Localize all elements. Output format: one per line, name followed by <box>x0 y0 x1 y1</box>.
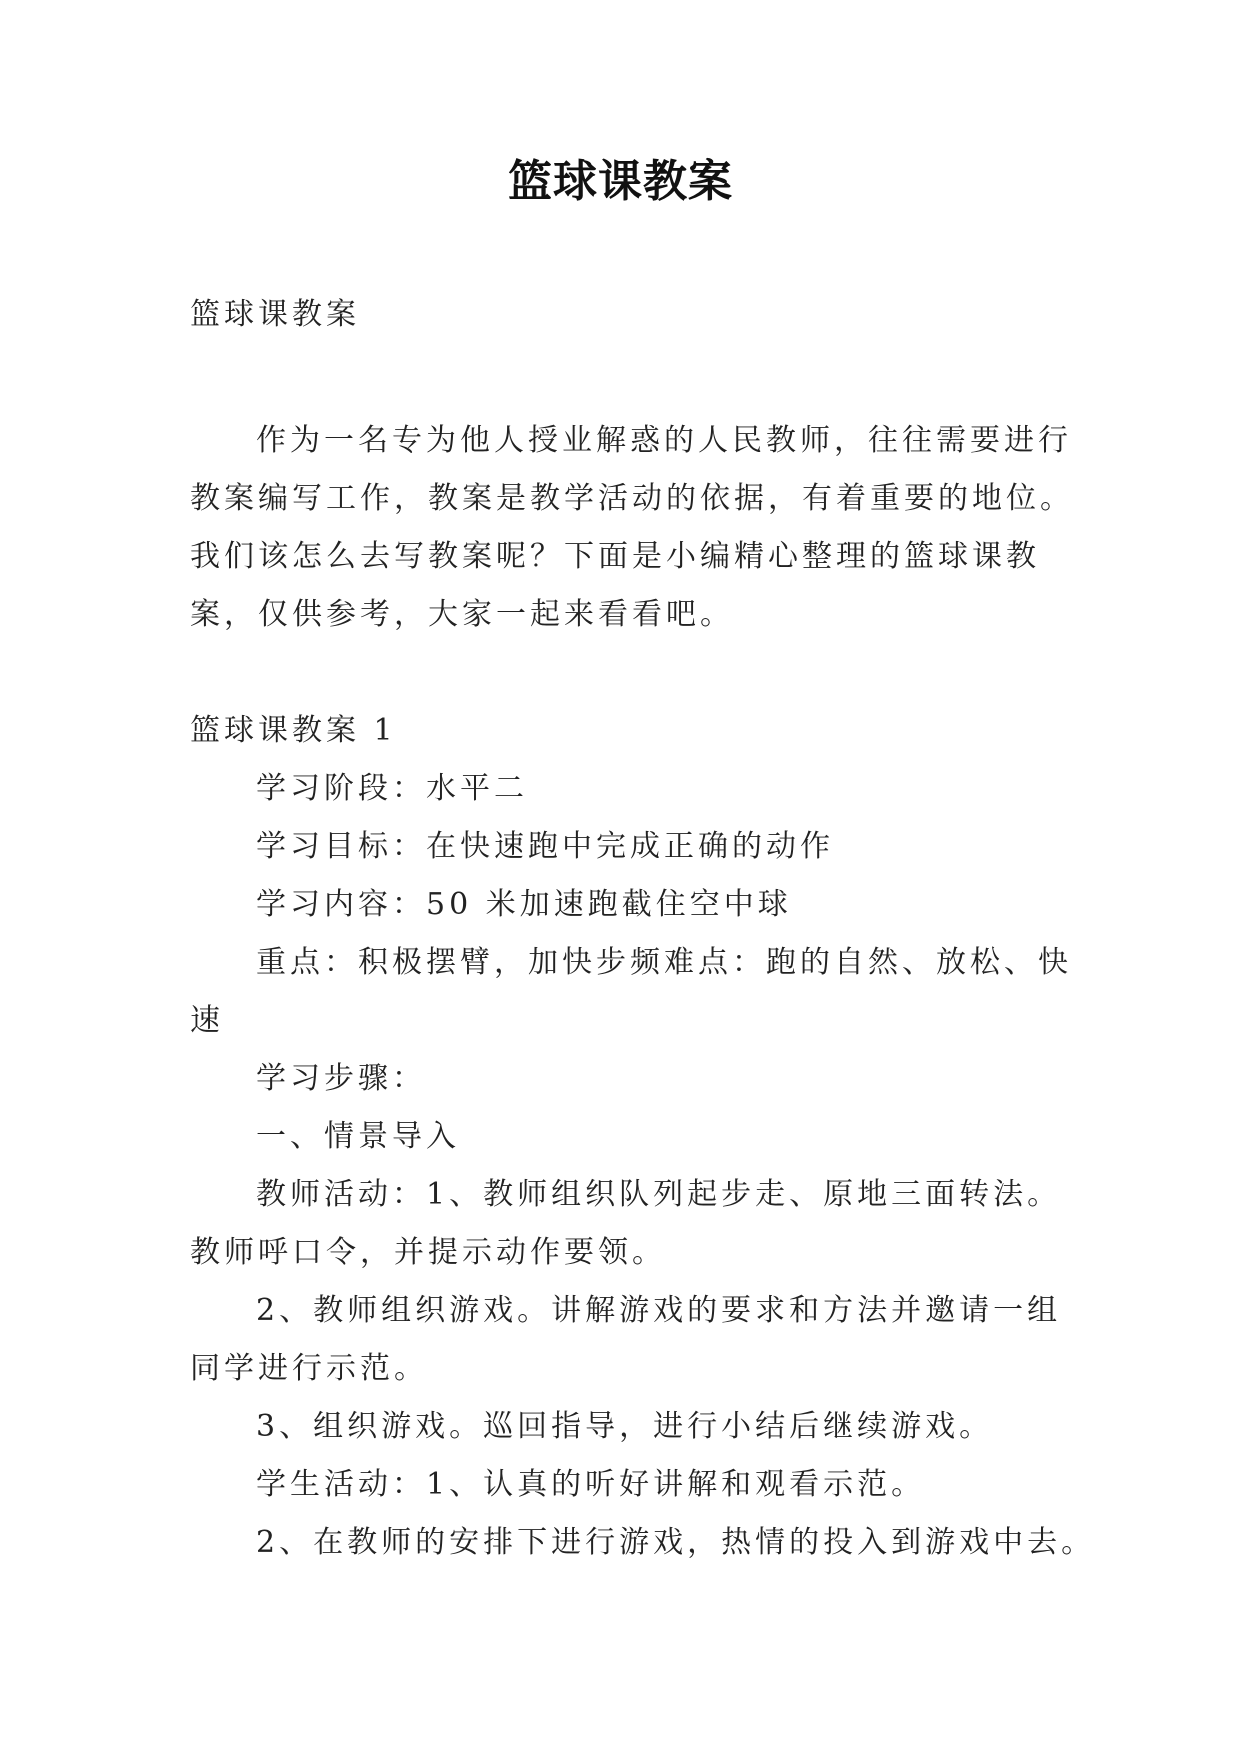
section-heading: 篮球课教案 1 <box>190 713 397 748</box>
section-line: 教师呼口令，并提示动作要领。 <box>190 1235 666 1270</box>
intro-line: 教案编写工作，教案是教学活动的依据，有着重要的地位。 <box>190 481 1074 516</box>
section-line: 速 <box>190 1003 224 1038</box>
section-line: 2、教师组织游戏。讲解游戏的要求和方法并邀请一组 <box>256 1293 1062 1328</box>
intro-line: 案，仅供参考，大家一起来看看吧。 <box>190 597 734 632</box>
section-line: 3、组织游戏。巡回指导，进行小结后继续游戏。 <box>256 1409 994 1444</box>
intro-line: 我们该怎么去写教案呢？下面是小编精心整理的篮球课教 <box>190 539 1040 574</box>
document-body <box>190 286 1096 1572</box>
section-line: 2、在教师的安排下进行游戏，热情的投入到游戏中去。 <box>256 1525 1096 1560</box>
section-1 <box>190 702 1096 1572</box>
intro-line: 作为一名专为他人授业解惑的人民教师，往往需要进行 <box>256 423 1072 458</box>
section-line: 学生活动：1、认真的听好讲解和观看示范。 <box>256 1467 926 1502</box>
section-line: 同学进行示范。 <box>190 1351 428 1386</box>
section-line: 学习阶段：水平二 <box>256 771 528 806</box>
section-line: 学习目标：在快速跑中完成正确的动作 <box>256 829 834 864</box>
document-title: 篮球课教案 <box>508 156 733 207</box>
document-subtitle: 篮球课教案 <box>190 297 360 332</box>
section-line: 学习内容：50 米加速跑截住空中球 <box>256 887 792 922</box>
intro-paragraph <box>190 412 1074 644</box>
spacer <box>190 344 1050 412</box>
section-line: 一、情景导入 <box>256 1119 460 1154</box>
section-line: 学习步骤： <box>256 1061 426 1096</box>
spacer <box>190 644 1050 702</box>
section-line: 重点：积极摆臂，加快步频难点：跑的自然、放松、快 <box>256 945 1072 980</box>
section-line: 教师活动：1、教师组织队列起步走、原地三面转法。 <box>256 1177 1062 1212</box>
